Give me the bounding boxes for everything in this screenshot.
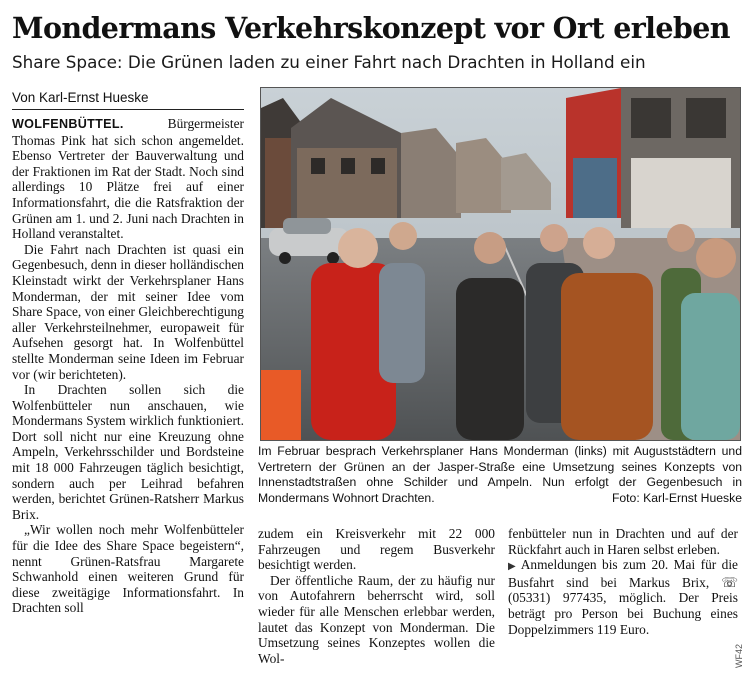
article-subheadline: Share Space: Die Grünen laden zu einer Fahrt nach Drachten in Holland ein [12, 52, 646, 72]
photo-caption [258, 444, 742, 506]
street-scene-illustration [261, 88, 740, 440]
dateline: WOLFENBÜTTEL. [12, 117, 124, 131]
page-code: WF42 [734, 643, 744, 668]
article-column-2 [258, 526, 495, 666]
article-byline: Von Karl-Ernst Hueske [12, 89, 244, 110]
paragraph-1-text: Bürgermeister Thomas Pink hat sich schon angemeldet. Ebenso Vertreter der Bauverwaltung und der Fraktionen im Rat der Stadt. Noch sind allerdings 10 Plätze frei auf einer Informationsfahrt, die die Ratsfraktion der Grünen am 1. und 2. Juni nach Drachten in Holland veranstaltet. [12, 116, 244, 242]
paragraph-7: fenbütteler nun in Drachten und auf der Rückfahrt auch in Haren selbst erleben. [508, 526, 738, 557]
article-photo [260, 87, 741, 441]
paragraph-1 [12, 116, 244, 242]
paragraph-3: In Drachten sollen sich die Wolfenbütteler nun anschauen, wie Mondermans System wirklich funktioniert. Dort soll nicht nur eine Kreuzung ohne Ampeln, Verkehrsschilder und Bordsteine mit 18 000 Fahrzeugen täglich besichtigt, sondern auch per Leihrad befahren werden, berichtet Grünen-Ratsherr Markus Brix. [12, 382, 244, 522]
paragraph-5: zudem ein Kreisverkehr mit 22 000 Fahrzeugen und regem Busverkehr besichtigt werden. [258, 526, 495, 573]
announcement [508, 557, 738, 637]
announcement-triangle-icon: ▶ [508, 561, 518, 573]
announcement-text: Anmeldungen bis zum 20. Mai für die Busfahrt sind bei Markus Brix, ☏ (05331) 977435, möglich. Der Preis beträgt pro Person bei Buchung eines Doppelzimmers 119 Euro. [508, 557, 738, 637]
paragraph-2: Die Fahrt nach Drachten ist quasi ein Gegenbesuch, denn in dieser holländischen Kleinstadt wirkt der Verkehrsplaner Hans Monderman, der mit seiner Idee vom Share Space, von einer Gleichberechtigung aller Verkehrsteilnehmer, europaweit für Aufsehen gesorgt hat. In Wolfenbüttel stellte Monderman seine Ideen im Februar vor (wir berichteten). [12, 241, 244, 382]
article-headline: Mondermans Verkehrskonzept vor Ort erleben [12, 11, 730, 45]
article-column-3 [508, 526, 738, 637]
paragraph-4: „Wir wollen noch mehr Wolfenbütteler für die Idee des Share Space begeistern“, nennt Grünen-Ratsfrau Margarete Schwanhold einen weiteren Grund für diese zweitägige Informationsfahrt. In Drachten soll [12, 522, 244, 616]
photo-credit: Foto: Karl-Ernst Hueske [611, 490, 742, 505]
article-column-1 [12, 116, 244, 616]
paragraph-6: Der öffentliche Raum, der zu häufig nur von Autofahrern beherrscht wird, soll wieder für alle Menschen erlebbar werden, lautet das Konzept von Monderman. Die Umsetzung seines Konzeptes wollen die Wol- [258, 572, 495, 666]
caption-text: Im Februar besprach Verkehrsplaner Hans Monderman (links) mit Auguststädtern und Vertretern der Grünen an der Jasper-Straße eine Umsetzung seines Konzepts von Innenstadtstraßen ohne Schilder und Ampeln. Nun erfolgt der Gegenbesuch in Mondermans Wohnort Drachten. [258, 444, 742, 505]
